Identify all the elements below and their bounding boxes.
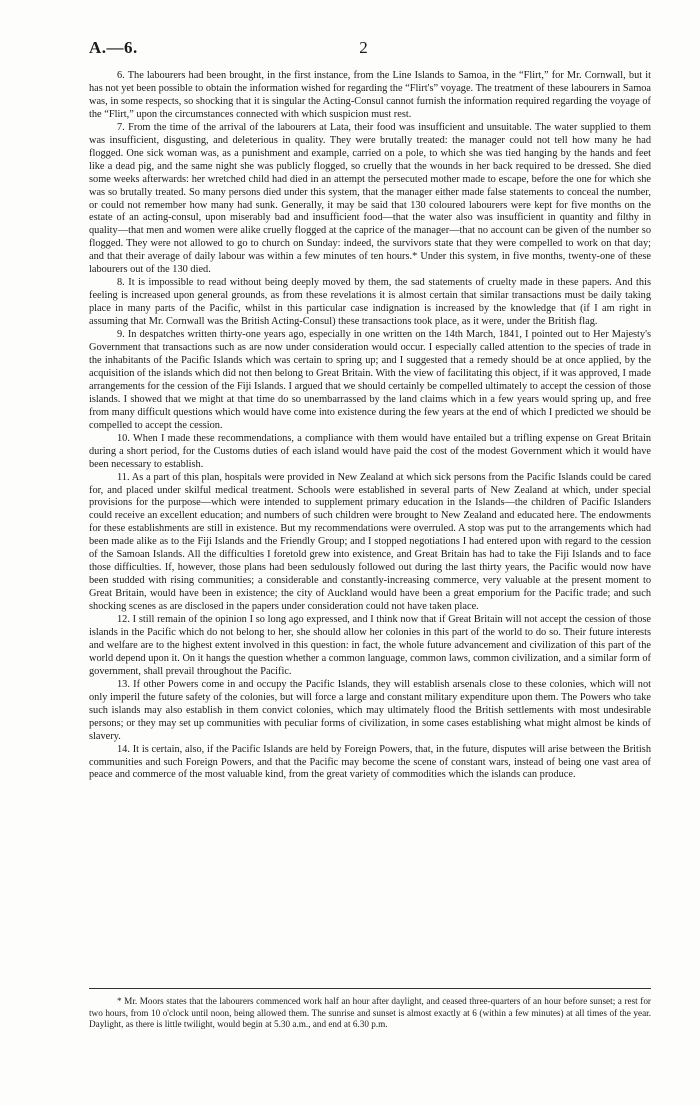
paragraph-6: 6. The labourers had been brought, in the first instance, from the Line Islands to Samoa, in the “Flirt,” for Mr. Cornwall, but it has not yet been possible to obtain the information wished for regarding the “Flirt's” voyage. The treatment of these labourers in Samoa was, in some respects, so shocking that it is singular the Acting-Consul cannot furnish the information required regarding the voyage of the “Flirt,” upon the circumstances connected with which suspicion must rest.: [89, 70, 651, 120]
document-reference: A.—6.: [89, 38, 138, 57]
body-text: [89, 70, 651, 782]
paragraph-7: 7. From the time of the arrival of the labourers at Lata, their food was insufficient and unsuitable. The water supplied to them was insufficient, disgusting, and deleterious in quality. They were brutally treated: the manager could not tell how many he had flogged. One sick woman was, as a punishment and example, carried on a pole, to which she was tied hanging by the hands and feet like a dead pig, and the same night she was publicly flogged, so cruelly that the wounds in her back required to be dressed. She died some weeks afterwards: her wretched child had died in an attempt the persecuted mother made to escape, before the one for which she was so brutally treated. So many persons died under this system, that the manager either made false statements to conceal the number, or could not remember how many had sunk. Generally, it may be said that 130 coloured labourers were kept for five months on the estate of an acting-consul, upon miserably bad and insufficient food—that the water also was insufficient in quantity and filthy in quality—that men and women were alike cruelly flogged at the caprice of the manager—that no account can be given of the number so flogged. They were not allowed to go to church on Sunday: indeed, the survivors state that they were compelled to work on that day; and that their average of daily labour was within a few minutes of ten hours.* Under this system, in five months, twenty-one of these labourers out of the 130 died.: [89, 121, 651, 276]
paragraph-8: 8. It is impossible to read without being deeply moved by them, the sad statements of cruelty made in these papers. And this feeling is increased upon general grounds, as from these revelations it is almost certain that similar transactions must be daily taking place in many parts of the Pacific, whilst in this particular case indignation is increased by the knowledge that (if I am right in assuming that Mr. Cornwall was the British Acting-Consul) these transactions took place, as it were, under the British flag.: [89, 277, 651, 328]
paragraph-13: 13. If other Powers come in and occupy the Pacific Islands, they will establish arsenals close to these colonies, which will not only imperil the future safety of the colonies, but will force a large and constant military expenditure upon them. The Powers who take such islands may also establish in them convict colonies, which may ultimately flood the British settlements with most undesirable persons; or they may set up communities with peculiar forms of civilization, in some cases establishing what might almost be kinds of slavery.: [89, 678, 651, 742]
paragraph-10: 10. When I made these recommendations, a compliance with them would have entailed but a trifling expense on Great Britain during a short period, for the Customs duties of each island would have paid the cost of the modest Government which it would have been necessary to establish.: [89, 432, 651, 470]
page-number: 2: [359, 38, 368, 57]
footnote-divider: [89, 988, 651, 989]
paragraph-12: 12. I still remain of the opinion I so long ago expressed, and I think now that if Great Britain will not accept the cession of those islands in the Pacific which do not belong to her, she should allow her colonies in this part of the world to do so. Their future interests and welfare are to the highest extent involved in this question: in fact, the whole future advancement and civilization of this part of the world depend upon it. On it hangs the question whether a common language, common laws, common civilization, and a similar form of government, shall prevail throughout the Pacific.: [89, 614, 651, 677]
paragraph-9: 9. In despatches written thirty-one years ago, especially in one written on the 14th March, 1841, I pointed out to Her Majesty's Government that transactions such as are now under consideration would occur. I especially called attention to the species of trade in the inhabitants of the Pacific Islands which was certain to spring up; and I suggested that a remedy should be at once applied, by the acquisition of the islands which did not then belong to Great Britain. With the view of facilitating this object, if it was approved, I made arrangements for the cession of the Fiji Islands. I argued that we should certainly be compelled ultimately to accept the cession of those islands. I showed that we might at that time do so unembarrassed by the land claims which in a few years would spring up, and free from many difficult questions which would have come into existence during the few years at the end of which I predicted we should be compelled to accept the cession.: [89, 329, 651, 431]
paragraph-11: 11. As a part of this plan, hospitals were provided in New Zealand at which sick persons from the Pacific Islands could be cared for, and placed under skilful medical treatment. Schools were established in several parts of New Zealand at which, under special provisions for the purpose—which were intended to supplement primary education in the Islands—the children of Pacific Islanders could receive an excellent education; and numbers of such children were brought to New Zealand and educated here. The endowments for these establishments are still in existence. But my recommendations were overruled. A stop was put to the arrangements which had been made alike as to the Fiji Islands and the Friendly Group; and I stopped negotiations I had entered upon with regard to the cession of the Samoan Islands. All the difficulties I foretold grew into existence, and Great Britain has had to take the Fiji Islands and to face those difficulties. If, however, those plans had been sedulously followed out during the last thirty years, the Pacific would now have been studded with rising communities; a considerable and constantly-increasing commerce, very valuable at the present moment to Great Britain, would have been in existence; the city of Auckland would have been a great emporium for the Pacific trade; and such shocking scenes as are disclosed in the papers under consideration could not have taken place.: [89, 471, 651, 613]
page-header: [89, 38, 638, 60]
footnote: * Mr. Moors states that the labourers commenced work half an hour after daylight, and ceased three-quarters of an hour before sunset; a rest for two hours, from 10 o'clock until noon, being allowed them. The sunrise and sunset is almost exactly at 6 (within a few minutes) at all times of the year. Daylight, as there is little twilight, would begin at 5.30 a.m., and end at 6.30 p.m.: [89, 996, 651, 1030]
paragraph-14: 14. It is certain, also, if the Pacific Islands are held by Foreign Powers, that, in the future, disputes will arise between the British communities and such Foreign Powers, and that the Pacific may become the scene of constant wars, instead of being one vast area of peace and commerce of the most valuable kind, from the great variety of commodities which the islands can produce.: [89, 743, 651, 781]
